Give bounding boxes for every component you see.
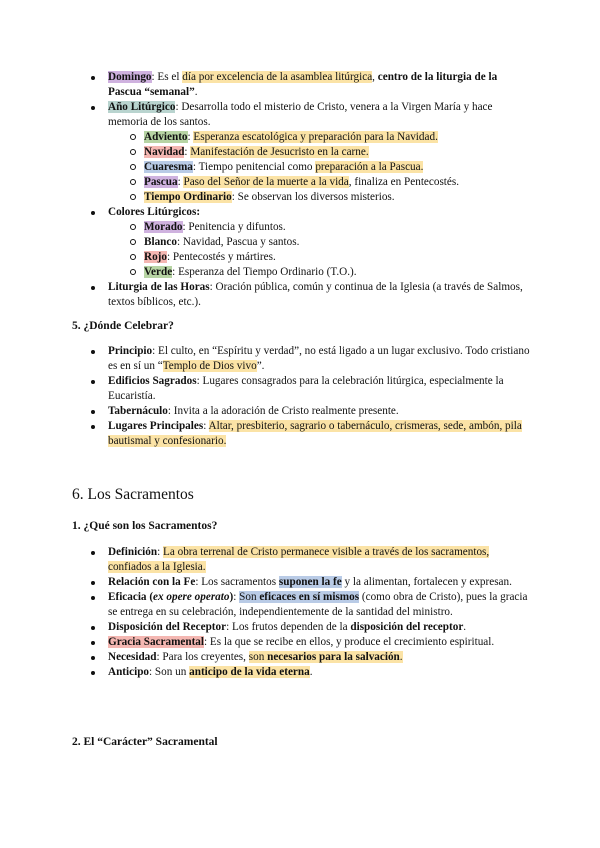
term-colores: Colores Litúrgicos: [108,206,201,218]
text: . [194,86,198,98]
term-liturgia-horas: Liturgia de las Horas [108,281,210,293]
text: : [157,546,164,558]
list-item-blanco [108,235,530,250]
term-adviento: Adviento [144,131,188,143]
term-edificios: Edificios Sagrados [108,375,197,387]
text: . [399,651,403,663]
term-pascua: Pascua [144,176,178,188]
term-navidad: Navidad [144,146,185,158]
term-anticipo: Anticipo [108,666,150,678]
highlight: Esperanza escatológica y preparación para la Navidad. [193,131,438,143]
text: : Invita a la adoración de Cristo realmente presente. [167,405,399,417]
text: : Penitencia y difuntos. [182,221,286,233]
text: (como obra de Cristo), pues la gracia se entrega en su celebración, independientemente de la santidad del ministro. [108,591,528,618]
text: : Desarrolla todo el misterio de Cristo, venera a la Virgen María y hace memoria de los santos. [108,101,493,128]
section-6-heading: 6. Los Sacramentos [72,486,194,503]
highlight: anticipo de la vida eterna [189,666,310,678]
text: : Para los creyentes, [156,651,249,663]
latin-term: ex opere operato [153,591,230,603]
liturgy-time-list [0,70,600,310]
term-principio: Principio [108,345,153,357]
term-rojo: Rojo [144,251,167,263]
term-blanco: Blanco [144,236,177,248]
strong-text: disposición del receptor [350,621,464,633]
term-tiempo-ordinario: Tiempo Ordinario [144,191,232,203]
term-lugares: Lugares Principales [108,420,204,432]
term-disposicion: Disposición del Receptor [108,621,227,633]
section-5-heading: 5. ¿Dónde Celebrar? [72,320,174,332]
list-item-relacion [0,575,600,590]
text: : [177,176,184,188]
list-item-principio [0,344,600,374]
text: : El culto, en “Espíritu y verdad”, no está ligado a un lugar exclusivo. Todo cristiano es en sí un “ [108,345,530,372]
list-item-tiempo-ordinario [108,190,530,205]
list-item-verde [108,265,530,280]
list-item-cuaresma [108,160,530,175]
text: ”. [256,360,265,372]
list-item-tabernaculo [0,404,600,419]
text: Son [239,591,260,603]
highlight: Templo de Dios vivo [162,360,257,372]
list-item-ano-liturgico [0,100,600,205]
highlight: día por excelencia de la asamblea litúrgica [182,71,373,83]
highlight: La obra terrenal de Cristo permanece visible a través de los sacramentos, confiados a la Iglesia. [108,546,490,573]
list-item-anticipo [0,665,600,680]
subsection-2-heading: 2. El “Carácter” Sacramental [72,736,218,748]
text: : [187,131,194,143]
highlight: suponen la fe [278,576,342,588]
highlight: preparación a la Pascua. [315,161,424,173]
list-item-colores [0,205,600,280]
text: son [248,651,268,663]
text: : Los sacramentos [195,576,279,588]
list-item-domingo [0,70,600,100]
term-morado: Morado [144,221,183,233]
text: ) [229,591,234,603]
text: : [184,146,191,158]
text: : Son un [149,666,190,678]
text: : Navidad, Pascua y santos. [176,236,300,248]
text: : Esperanza del Tiempo Ordinario (T.O.). [172,266,357,278]
term-domingo: Domingo [108,71,152,83]
term-relacion: Relación con la Fe [108,576,196,588]
list-item-disposicion [0,620,600,635]
strong-text: necesarios para la salvación [267,651,400,663]
text: : Pentecostés y mártires. [167,251,276,263]
text: : Es el [151,71,183,83]
term-cuaresma: Cuaresma [144,161,193,173]
text: : [233,591,240,603]
list-item-pascua [108,175,530,190]
text: : Se observan los diversos misterios. [231,191,395,203]
text: . [463,621,467,633]
list-item-morado [108,220,530,235]
highlight [249,651,403,663]
text: : Lugares consagrados para la celebración litúrgica, especialmente la Eucaristía. [108,375,504,402]
highlight: Altar, presbiterio, sagrario o tabernáculo, crismeras, sede, ambón, pila bautismal y confesionario. [108,420,522,447]
list-item-navidad [108,145,530,160]
term-eficacia [108,591,233,603]
list-item-rojo [108,250,530,265]
term-ano-liturgico: Año Litúrgico [108,101,176,113]
text: Eficacia ( [108,591,154,603]
list-item-lugares [0,419,600,449]
section-6-list [0,545,600,680]
text: , [372,71,378,83]
text: : Tiempo penitencial como [192,161,316,173]
strong-text: eficaces en sí mismos [259,591,360,603]
text: y la alimentan, fortalecen y expresan. [341,576,512,588]
highlight [239,591,359,603]
text: : Oración pública, común y continua de la Iglesia (a través de Salmos, textos bíblicos, etc.). [108,281,523,308]
term-verde: Verde [144,266,173,278]
text: , finaliza en Pentecostés. [348,176,460,188]
text: : [203,420,209,432]
list-item-definicion [0,545,600,575]
text: : Es la que se recibe en ellos, y produce el crecimiento espiritual. [204,636,495,648]
text: : Los frutos dependen de la [226,621,351,633]
highlight: Manifestación de Jesucristo en la carne. [190,146,369,158]
list-item-edificios [0,374,600,404]
list-item-gracia [0,635,600,650]
list-item-necesidad [0,650,600,665]
text: . [309,666,313,678]
list-item-eficacia [0,590,600,620]
section-5-list [0,344,600,449]
term-definicion: Definición [108,546,158,558]
term-tabernaculo: Tabernáculo [108,405,168,417]
term-gracia: Gracia Sacramental [108,636,205,648]
list-item-liturgia-horas [0,280,600,310]
subsection-1-heading: 1. ¿Qué son los Sacramentos? [72,520,218,532]
term-necesidad: Necesidad [108,651,157,663]
strong-text: centro de la liturgia de la Pascua “semanal” [108,71,498,98]
highlight: Paso del Señor de la muerte a la vida [183,176,349,188]
list-item-adviento [108,130,530,145]
